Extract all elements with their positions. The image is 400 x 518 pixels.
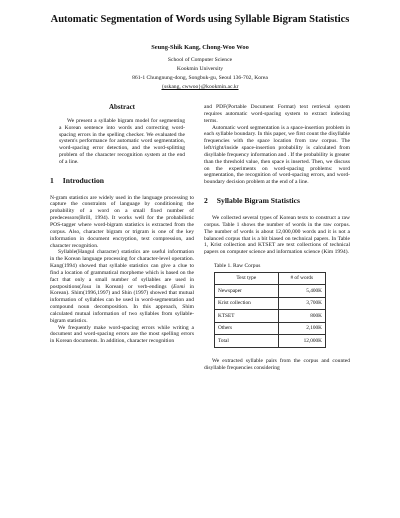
paper-authors: Seung-Shik Kang, Chong-Woo Woo — [151, 44, 249, 51]
section-2-number: 2 — [204, 196, 208, 206]
section-2-paragraph-2: We extracted syllable pairs from the corpus and counted disyllable frequencies considering — [204, 357, 350, 371]
table-cell-word-count: 2,100K — [278, 322, 325, 335]
table-cell-text-type: Newspaper — [215, 285, 279, 298]
intro-paragraph-1: N-gram statistics are widely used in the language processing to capture the constraints of language by conditioning the probability of a word on a small fixed number of predecessors(Brill, 1994). It works well for the probabilistic POS-tagger where word-bigram statistics is extracted from the corpus. Also, character bigram or trigram is one of the key information in document encryption, text compression, and character recognition. — [50, 194, 194, 249]
italic-term: Eomi — [173, 283, 185, 290]
table-cell-word-count: 12,000K — [278, 335, 325, 348]
table-cell-text-type: Total — [215, 335, 279, 348]
table-header-word-count: # of words — [278, 272, 325, 285]
affiliation-university: Kookmin University — [176, 65, 224, 72]
intro-paragraph-2: Syllable(Hangul character) statistics are useful information in the Korean language processing for character-level operation. Kang(1994) showed that syllable statistics can give a clue to find a location of grammatical morpheme which is based on the fact that only a small number of syllables are used in postpositions(Josa in Korean) or verb-endings (Eomi in Korean). Shim(1996,1997) and Shin (1997) showed that mutual information of syllables can be used in word-segmentation and compound noun decomposition. In this approach, Shim calculated mutual information of two syllables from syllable-bigram statistics. — [50, 249, 194, 324]
section-2-paragraph-1: We collected several types of Korean texts to construct a raw corpus. Table 1 shows the number of words in the raw corpus. The number of words is about 12,000,000 words and it is not a balanced corpus that is a bit biased on technical papers. In Table 1, Krist collection and KTSET are text collections of technical papers on computer science and information science (Kim 1994). — [204, 214, 350, 256]
section-1-title: Introduction — [62, 175, 105, 185]
table-row — [215, 285, 326, 298]
left-column — [50, 104, 194, 345]
italic-term: Josa — [81, 283, 92, 290]
table-cell-word-count: 3,700K — [278, 297, 325, 310]
table-cell-word-count: 5,400K — [278, 285, 325, 298]
table-1-caption: Table 1. Raw Corpus — [214, 263, 261, 270]
table-row — [215, 322, 326, 335]
table-row — [215, 335, 326, 348]
table-header-text-type: Text type — [215, 272, 279, 285]
table-header-row — [215, 272, 326, 285]
author-email-link[interactable]: {sskang, cwwoo}@kookmin.ac.kr — [161, 83, 239, 90]
abstract-heading: Abstract — [108, 103, 136, 111]
intro-continued-paragraph-2: Automatic word segmentation is a space-insertion problem in each syllable boundary. In this paper, we first count the disyllable frequencies with the space location from raw corpus. The left/right/inside space-insertion probability is calculated from disyllable frequency information and . If the probability is greater than the threshold value, then space is inserted. Then, we discuss on the experiments on word-spacing problems: word segmentation, the recognition of word-spacing errors, and word-boundary decision problem at the end of a line. — [204, 124, 350, 186]
affiliation-address: 861-1 Chungnung-dong, Songbuk-gu, Seoul 136-702, Korea — [132, 74, 268, 81]
raw-corpus-table — [214, 272, 326, 348]
paper-title: Automatic Segmentation of Words using Syllable Bigram Statistics — [50, 14, 350, 25]
right-column — [204, 104, 350, 372]
table-row — [215, 310, 326, 323]
intro-continued-paragraph-1: and PDF(Portable Document Format) text retrieval system requires automatic word-spacing system to extract indexing terms. — [204, 104, 350, 124]
table-cell-text-type: KTSET — [215, 310, 279, 323]
table-cell-word-count: 800K — [278, 310, 325, 323]
author-affiliation — [0, 56, 400, 92]
intro-paragraph-3: We frequently make word-spacing errors while writing a document and word-spacing errors are the most spelling errors in Korean documents. In addition, character recognition — [50, 324, 194, 345]
abstract-text: We present a syllable bigram model for segmenting a Korean sentence into words and correcting word-spacing errors in the spelling checker. We evaluated the system's performance for automatic word segmentation, word-spacing error detection, and the word-splitting problem of the character recognition system at the end of a line. — [59, 117, 185, 165]
table-cell-text-type: Krist collection — [215, 297, 279, 310]
affiliation-school: School of Computer Science — [167, 57, 233, 63]
section-1-heading — [50, 175, 194, 185]
section-1-number: 1 — [50, 175, 54, 185]
section-2-title: Syllable Bigram Statistics — [216, 196, 300, 206]
table-cell-text-type: Others — [215, 322, 279, 335]
table-row — [215, 297, 326, 310]
section-2-heading — [204, 198, 350, 205]
